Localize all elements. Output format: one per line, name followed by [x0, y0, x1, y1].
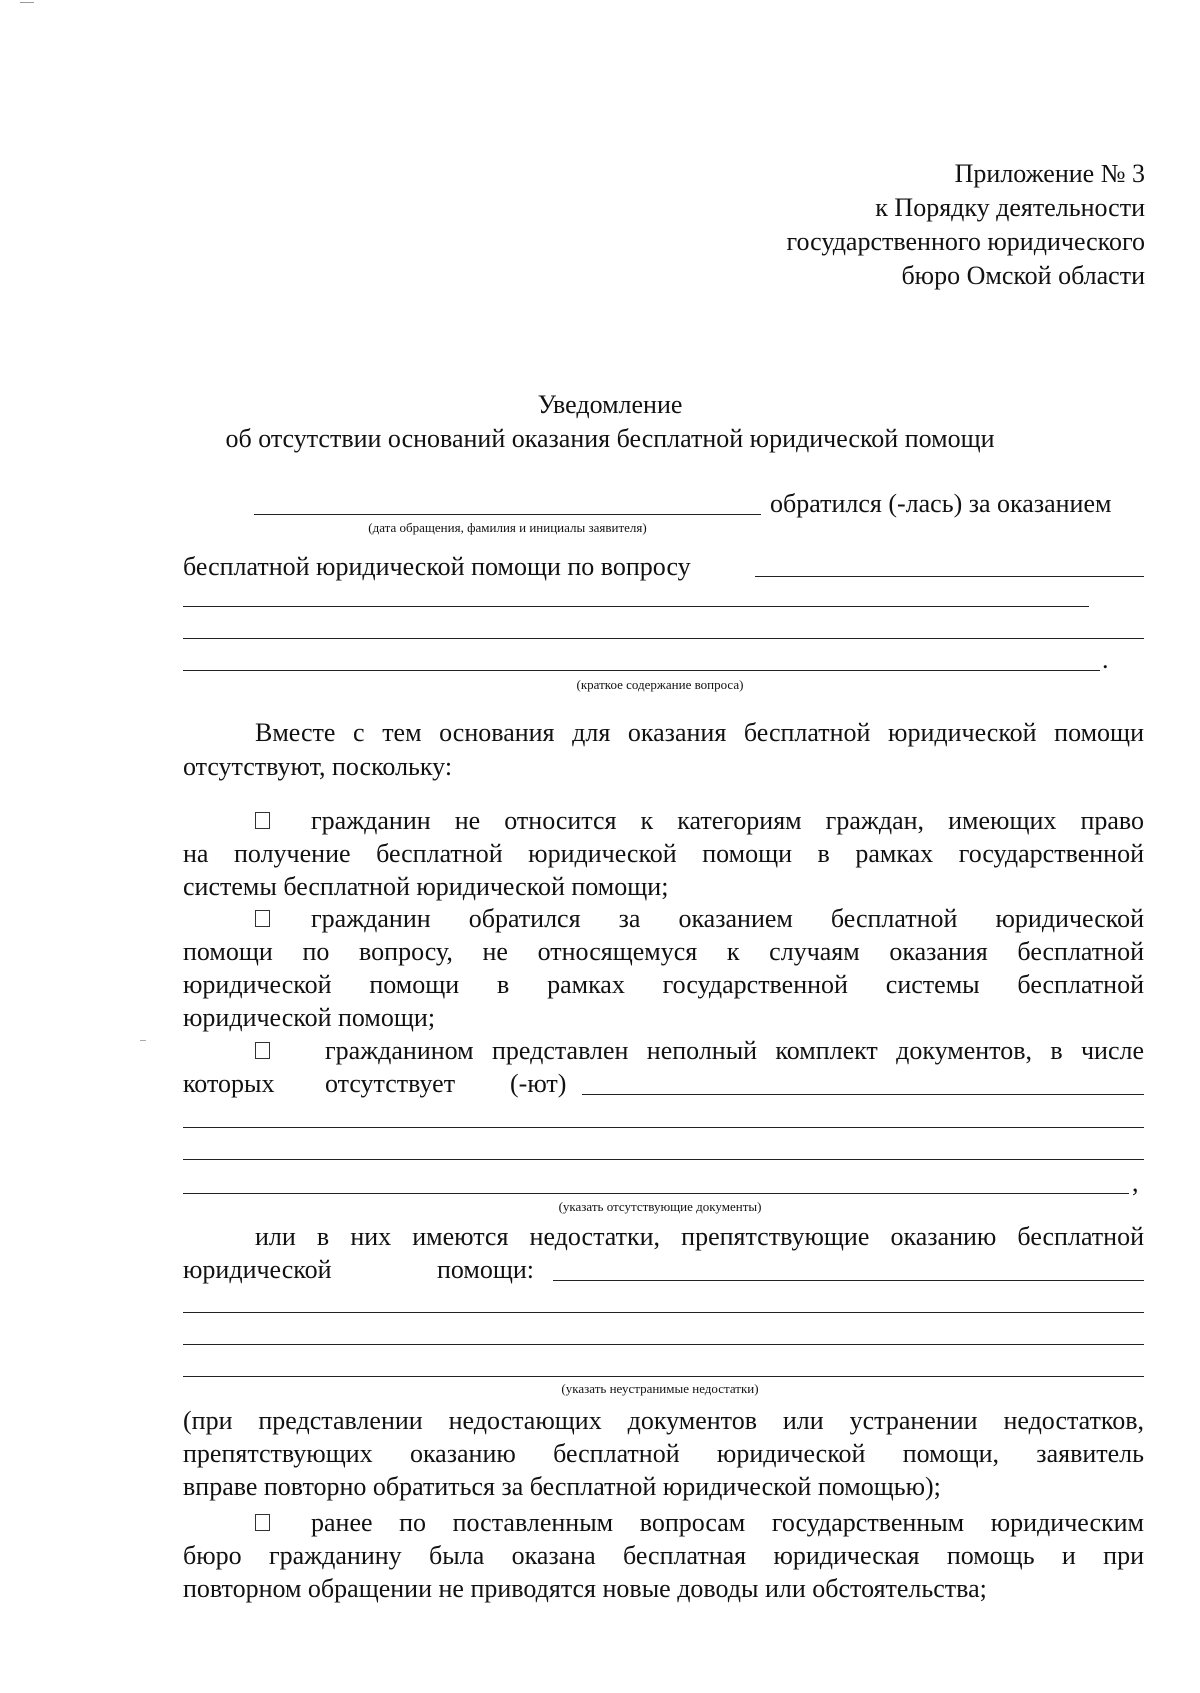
title-line: об отсутствии оснований оказания бесплатной юридической помощи: [225, 424, 995, 453]
body-line: бюро гражданину была оказана бесплатная юридическая помощь и при: [183, 1541, 1144, 1570]
body-line: гражданин не относится к категориям граждан, имеющих право: [311, 806, 1144, 835]
checkbox-icon: [255, 910, 270, 927]
missing-docs-blank[interactable]: [582, 1094, 1144, 1095]
missing-docs-blank[interactable]: [183, 1193, 1129, 1194]
body-line: помощи по вопросу, не относящемуся к случаям оказания бесплатной: [183, 937, 1144, 966]
body-line: или в них имеются недостатки, препятствующие оказанию бесплатной: [255, 1222, 1144, 1251]
header-line: к Порядку деятельности: [875, 193, 1145, 222]
body-line: вправе повторно обратиться за бесплатной юридической помощью);: [183, 1472, 941, 1501]
scan-mark: [140, 1040, 146, 1041]
defects-blank[interactable]: [183, 1376, 1144, 1377]
body-line: гражданин обратился за оказанием бесплатной юридической: [311, 904, 1144, 933]
body-line: гражданином представлен неполный комплект документов, в числе: [325, 1036, 1144, 1065]
option-3-checkbox[interactable]: [255, 1042, 270, 1063]
title-line: Уведомление: [537, 390, 683, 419]
comma: ,: [1132, 1168, 1139, 1197]
header-line: Приложение № 3: [954, 159, 1145, 188]
body-line: системы бесплатной юридической помощи;: [183, 872, 669, 901]
end-period: .: [1102, 645, 1109, 674]
question-blank[interactable]: [183, 670, 1100, 671]
body-line: препятствующих оказанию бесплатной юридической помощи, заявитель: [183, 1439, 1144, 1468]
question-blank[interactable]: [755, 576, 1144, 577]
question-blank[interactable]: [183, 638, 1144, 639]
caption-applicant: (дата обращения, фамилия и инициалы заявителя): [368, 520, 647, 535]
caption-defects: (указать неустранимые недостатки): [561, 1381, 759, 1396]
caption-docs: (указать отсутствующие документы): [558, 1199, 762, 1214]
checkbox-icon: [255, 812, 270, 829]
option-2-checkbox[interactable]: [255, 910, 270, 931]
body-line: (при представлении недостающих документов или устранении недостатков,: [183, 1406, 1144, 1435]
header-line: государственного юридического: [786, 227, 1145, 256]
missing-docs-blank[interactable]: [183, 1159, 1144, 1160]
body-line: повторном обращении не приводятся новые доводы или обстоятельства;: [183, 1574, 987, 1603]
option-4-checkbox[interactable]: [255, 1514, 270, 1535]
body-line: юридической помощи;: [183, 1003, 436, 1032]
intro-text: обратился (-лась) за оказанием: [770, 489, 1112, 518]
checkbox-icon: [255, 1514, 270, 1531]
question-blank[interactable]: [183, 606, 1089, 607]
scan-mark: [20, 2, 34, 3]
body-word: (-ют): [510, 1069, 567, 1098]
body-line: на получение бесплатной юридической помощи в рамках государственной: [183, 839, 1144, 868]
body-line: Вместе с тем основания для оказания бесплатной юридической помощи: [255, 718, 1144, 747]
missing-docs-blank[interactable]: [183, 1127, 1144, 1128]
header-line: бюро Омской области: [901, 261, 1145, 290]
checkbox-icon: [255, 1042, 270, 1059]
caption-question: (краткое содержание вопроса): [576, 677, 744, 692]
defects-blank[interactable]: [553, 1280, 1144, 1281]
body-word: которых: [183, 1069, 275, 1098]
option-1-checkbox[interactable]: [255, 812, 270, 833]
body-word: юридической: [183, 1255, 332, 1284]
body-line: отсутствуют, поскольку:: [183, 752, 453, 781]
applicant-blank[interactable]: [254, 514, 761, 515]
body-line: ранее по поставленным вопросам государственным юридическим: [311, 1508, 1144, 1537]
intro-text: бесплатной юридической помощи по вопросу: [183, 552, 691, 581]
body-word: помощи:: [437, 1255, 535, 1284]
body-line: юридической помощи в рамках государственной системы бесплатной: [183, 970, 1144, 999]
body-word: отсутствует: [325, 1069, 456, 1098]
defects-blank[interactable]: [183, 1312, 1144, 1313]
defects-blank[interactable]: [183, 1344, 1144, 1345]
